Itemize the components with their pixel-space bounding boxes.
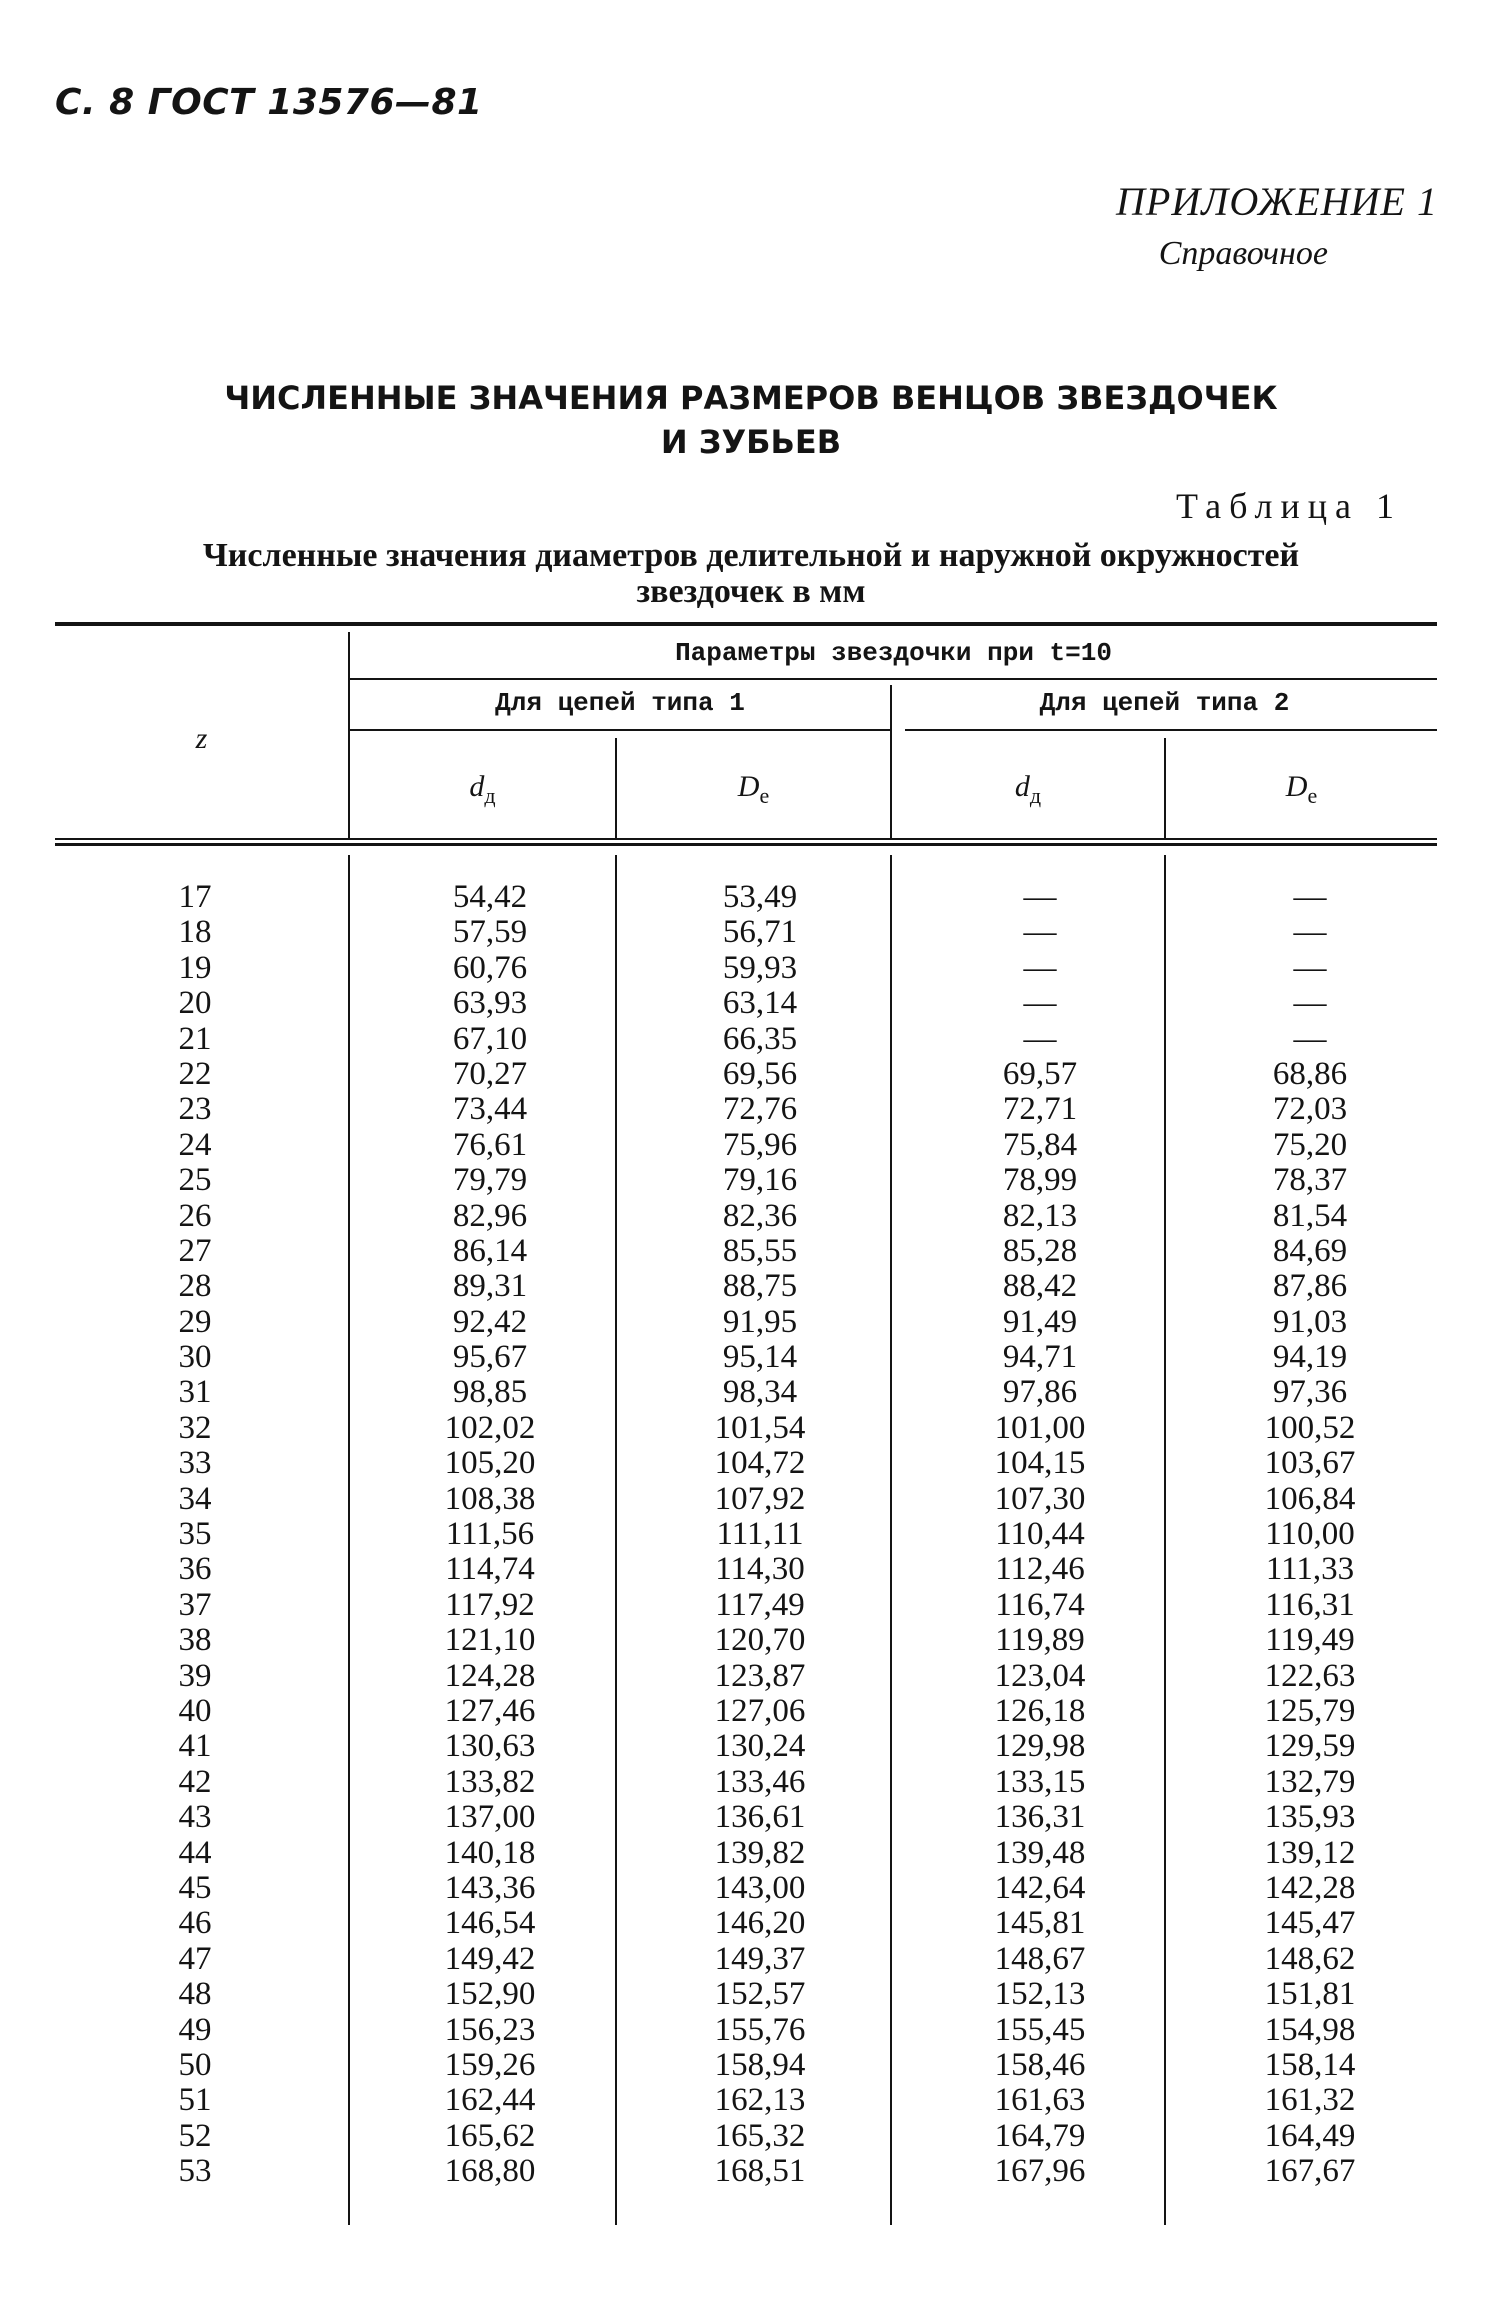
table-cell-type2-d-row-4: — xyxy=(1023,1020,1057,1057)
header-bottom-rule-2 xyxy=(55,843,1437,846)
table-cell-type1-D-row-34: 162,13 xyxy=(714,2082,806,2119)
table-cell-type1-D-row-23: 127,06 xyxy=(714,1692,806,1729)
table-top-rule xyxy=(55,622,1437,626)
table-cell-type2-D-row-5: 68,86 xyxy=(1272,1055,1348,1092)
table-cell-type1-d-row-31: 152,90 xyxy=(444,1976,536,2013)
table-cell-type2-D-row-20: 116,31 xyxy=(1265,1586,1355,1623)
table-cell-type1-D-row-20: 117,49 xyxy=(715,1586,805,1623)
table-cell-type2-D-row-2: — xyxy=(1293,949,1327,986)
table-cell-z-row-18: 35 xyxy=(178,1516,212,1553)
table-cell-type2-d-row-30: 148,67 xyxy=(994,1940,1086,1977)
table-cell-type2-d-row-5: 69,57 xyxy=(1002,1055,1078,1092)
table-cell-type2-d-row-33: 158,46 xyxy=(994,2046,1086,2083)
table-cell-type2-D-row-30: 148,62 xyxy=(1264,1940,1356,1977)
table-cell-type1-D-row-24: 130,24 xyxy=(714,1728,806,1765)
table-cell-z-row-16: 33 xyxy=(178,1445,212,1482)
table-cell-type2-d-row-14: 97,86 xyxy=(1002,1374,1078,1411)
table-cell-type2-D-row-17: 106,84 xyxy=(1264,1480,1356,1517)
table-cell-type1-d-row-3: 63,93 xyxy=(452,985,528,1022)
sym-d: d xyxy=(469,770,485,803)
table-cell-type2-D-row-10: 84,69 xyxy=(1272,1232,1348,1269)
table-cell-z-row-8: 25 xyxy=(178,1162,212,1199)
table-cell-type1-d-row-29: 146,54 xyxy=(444,1905,536,1942)
table-cell-type2-D-row-4: — xyxy=(1293,1020,1327,1057)
table-number: Таблица 1 xyxy=(1176,486,1402,526)
table-caption-line-1: Численные значения диаметров делительной и наружной окружностей xyxy=(202,537,1300,574)
table-cell-type1-d-row-2: 60,76 xyxy=(452,949,528,986)
table-cell-type1-d-row-7: 76,61 xyxy=(452,1126,528,1163)
table-cell-type1-D-row-9: 82,36 xyxy=(722,1197,798,1234)
table-cell-type2-d-row-12: 91,49 xyxy=(1002,1303,1078,1340)
table-cell-type2-d-row-16: 104,15 xyxy=(994,1445,1086,1482)
col-type2-d xyxy=(930,880,1150,2189)
table-cell-type2-D-row-25: 132,79 xyxy=(1264,1763,1356,1800)
table-cell-type2-D-row-8: 78,37 xyxy=(1272,1162,1348,1199)
table-cell-type1-d-row-14: 98,85 xyxy=(452,1374,528,1411)
table-cell-type2-d-row-20: 116,74 xyxy=(995,1586,1085,1623)
sym-D: D xyxy=(1285,770,1308,803)
table-cell-type2-d-row-15: 101,00 xyxy=(994,1409,1086,1446)
table-cell-type2-D-row-36: 167,67 xyxy=(1264,2153,1356,2190)
header-z: z xyxy=(195,722,208,755)
col-type1-d xyxy=(380,880,600,2189)
table-cell-type2-D-row-6: 72,03 xyxy=(1272,1091,1348,1128)
header-bottom-rule-1 xyxy=(55,838,1437,840)
table-cell-z-row-24: 41 xyxy=(178,1728,212,1765)
table-cell-type1-d-row-12: 92,42 xyxy=(452,1303,528,1340)
table-cell-type2-D-row-22: 122,63 xyxy=(1264,1657,1356,1694)
table-cell-type1-D-row-8: 79,16 xyxy=(722,1162,798,1199)
table-cell-type1-d-row-11: 89,31 xyxy=(452,1268,528,1305)
table-cell-type2-d-row-3: — xyxy=(1023,985,1057,1022)
header-t1-D xyxy=(617,770,890,809)
header-type1: Для цепей типа 1 xyxy=(495,688,745,718)
vline-z-body xyxy=(348,855,350,2225)
table-cell-type1-D-row-6: 72,76 xyxy=(722,1091,798,1128)
table-cell-type1-d-row-13: 95,67 xyxy=(452,1339,528,1376)
table-cell-z-row-13: 30 xyxy=(178,1339,212,1376)
table-cell-type2-d-row-29: 145,81 xyxy=(994,1905,1086,1942)
vline-t1-body xyxy=(615,855,617,2225)
table-cell-type2-d-row-10: 85,28 xyxy=(1002,1232,1078,1269)
table-cell-type2-d-row-31: 152,13 xyxy=(994,1976,1086,2013)
table-cell-type1-d-row-16: 105,20 xyxy=(444,1445,536,1482)
table-cell-type2-D-row-7: 75,20 xyxy=(1272,1126,1348,1163)
table-cell-type1-D-row-32: 155,76 xyxy=(714,2011,806,2048)
appendix-title: ПРИЛОЖЕНИЕ 1 xyxy=(1116,179,1438,224)
table-cell-type2-D-row-31: 151,81 xyxy=(1264,1976,1356,2013)
table-cell-type2-d-row-34: 161,63 xyxy=(994,2082,1086,2119)
table-cell-type2-D-row-3: — xyxy=(1293,985,1327,1022)
sym-D: D xyxy=(737,770,760,803)
table-cell-type2-D-row-24: 129,59 xyxy=(1264,1728,1356,1765)
table-cell-z-row-3: 20 xyxy=(178,985,212,1022)
table-cell-type1-d-row-18: 111,56 xyxy=(445,1516,535,1553)
main-title xyxy=(0,376,1502,464)
table-cell-type1-D-row-29: 146,20 xyxy=(714,1905,806,1942)
table-cell-z-row-31: 48 xyxy=(178,1976,212,2013)
table-cell-type1-D-row-12: 91,95 xyxy=(722,1303,798,1340)
col-type2-D xyxy=(1200,880,1420,2189)
header-rule-type2 xyxy=(905,729,1437,731)
table-cell-type1-d-row-27: 140,18 xyxy=(444,1834,536,1871)
table-caption-line-2: звездочек в мм xyxy=(636,573,866,610)
table-cell-z-row-32: 49 xyxy=(178,2011,212,2048)
table-cell-z-row-17: 34 xyxy=(178,1480,212,1517)
table-cell-z-row-30: 47 xyxy=(178,1940,212,1977)
table-cell-z-row-23: 40 xyxy=(178,1692,212,1729)
table-cell-type1-d-row-33: 159,26 xyxy=(444,2046,536,2083)
table-cell-type1-d-row-34: 162,44 xyxy=(444,2082,536,2119)
table-cell-type1-d-row-8: 79,79 xyxy=(452,1162,528,1199)
sym-d-sub: д xyxy=(1029,783,1042,808)
table-cell-type1-d-row-19: 114,74 xyxy=(445,1551,535,1588)
table-cell-type1-d-row-22: 124,28 xyxy=(444,1657,536,1694)
table-cell-z-row-19: 36 xyxy=(178,1551,212,1588)
header-t1-d xyxy=(350,770,615,809)
col-z xyxy=(120,880,270,2189)
table-cell-type2-d-row-26: 136,31 xyxy=(994,1799,1086,1836)
table-cell-z-row-36: 53 xyxy=(178,2153,212,2190)
table-cell-type2-D-row-12: 91,03 xyxy=(1272,1303,1348,1340)
table-cell-type1-d-row-9: 82,96 xyxy=(452,1197,528,1234)
table-cell-type1-D-row-0: 53,49 xyxy=(722,879,798,915)
table-cell-type1-D-row-28: 143,00 xyxy=(714,1869,806,1906)
table-cell-type1-D-row-7: 75,96 xyxy=(722,1126,798,1163)
table-cell-type2-D-row-27: 139,12 xyxy=(1264,1834,1356,1871)
sym-d: d xyxy=(1014,770,1030,803)
appendix-subtitle: Справочное xyxy=(1158,235,1328,272)
table-cell-type2-D-row-29: 145,47 xyxy=(1264,1905,1356,1942)
table-cell-type1-d-row-1: 57,59 xyxy=(452,914,528,951)
table-cell-type1-D-row-25: 133,46 xyxy=(714,1763,806,1800)
table-cell-type2-d-row-13: 94,71 xyxy=(1002,1339,1078,1376)
table-cell-type1-D-row-15: 101,54 xyxy=(714,1409,806,1446)
table-cell-type1-d-row-28: 143,36 xyxy=(444,1869,536,1906)
table-cell-z-row-11: 28 xyxy=(178,1268,212,1305)
table-cell-type1-d-row-30: 149,42 xyxy=(444,1940,536,1977)
sym-d-sub: д xyxy=(484,783,496,808)
header-rule-type1 xyxy=(350,729,890,731)
table-cell-z-row-29: 46 xyxy=(178,1905,212,1942)
main-title-line-1: ЧИСЛЕННЫЕ ЗНАЧЕНИЯ РАЗМЕРОВ ВЕНЦОВ ЗВЕЗДОЧЕК xyxy=(224,379,1278,417)
table-cell-type1-d-row-36: 168,80 xyxy=(444,2153,536,2190)
table-cell-type2-D-row-33: 158,14 xyxy=(1264,2046,1356,2083)
table-cell-type1-D-row-13: 95,14 xyxy=(722,1339,798,1376)
table-cell-type1-D-row-27: 139,82 xyxy=(714,1834,806,1871)
table-cell-type1-D-row-11: 88,75 xyxy=(722,1268,798,1305)
table-cell-type2-d-row-21: 119,89 xyxy=(995,1622,1085,1659)
table-cell-type2-d-row-23: 126,18 xyxy=(994,1692,1086,1729)
table-cell-type2-d-row-1: — xyxy=(1023,914,1057,951)
table-cell-z-row-7: 24 xyxy=(178,1126,212,1163)
table-cell-type1-d-row-32: 156,23 xyxy=(444,2011,536,2048)
table-cell-z-row-6: 23 xyxy=(178,1091,212,1128)
header-param: Параметры звездочки при t=10 xyxy=(675,638,1112,668)
table-caption xyxy=(0,538,1502,610)
table-cell-z-row-2: 19 xyxy=(178,949,212,986)
table-cell-z-row-20: 37 xyxy=(178,1586,212,1623)
table-cell-type1-D-row-35: 165,32 xyxy=(714,2117,806,2154)
table-cell-type2-D-row-18: 110,00 xyxy=(1265,1516,1355,1553)
table-cell-type2-D-row-19: 111,33 xyxy=(1265,1551,1355,1588)
table-cell-type1-D-row-4: 66,35 xyxy=(722,1020,798,1057)
table-cell-type2-D-row-1: — xyxy=(1293,914,1327,951)
table-cell-z-row-4: 21 xyxy=(178,1020,212,1057)
table-cell-z-row-34: 51 xyxy=(178,2082,212,2119)
table-cell-type1-d-row-35: 165,62 xyxy=(444,2117,536,2154)
table-cell-type2-d-row-24: 129,98 xyxy=(994,1728,1086,1765)
header-t2-D xyxy=(1166,770,1437,809)
table-cell-type1-d-row-24: 130,63 xyxy=(444,1728,536,1765)
table-cell-type1-d-row-17: 108,38 xyxy=(444,1480,536,1517)
table-cell-type2-d-row-6: 72,71 xyxy=(1002,1091,1078,1128)
table-cell-type2-D-row-23: 125,79 xyxy=(1264,1692,1356,1729)
table-cell-type2-D-row-14: 97,36 xyxy=(1272,1374,1348,1411)
table-cell-type1-D-row-1: 56,71 xyxy=(722,914,798,951)
table-cell-type2-d-row-22: 123,04 xyxy=(994,1657,1086,1694)
table-cell-type2-D-row-21: 119,49 xyxy=(1265,1622,1355,1659)
table-cell-type1-d-row-23: 127,46 xyxy=(444,1692,536,1729)
table-cell-type1-d-row-4: 67,10 xyxy=(452,1020,528,1057)
table-cell-type2-D-row-0: — xyxy=(1293,879,1327,915)
table-cell-type1-D-row-19: 114,30 xyxy=(715,1551,805,1588)
table-cell-z-row-27: 44 xyxy=(178,1834,212,1871)
table-cell-type2-d-row-32: 155,45 xyxy=(994,2011,1086,2048)
table-cell-z-row-21: 38 xyxy=(178,1622,212,1659)
table-cell-z-row-35: 52 xyxy=(178,2117,212,2154)
table-cell-type2-d-row-8: 78,99 xyxy=(1002,1162,1078,1199)
header-type2: Для цепей типа 2 xyxy=(1039,688,1290,718)
table-cell-z-row-33: 50 xyxy=(178,2046,212,2083)
sym-D-sub: e xyxy=(759,783,770,808)
table-cell-type1-D-row-36: 168,51 xyxy=(714,2153,806,2190)
table-cell-type2-D-row-34: 161,32 xyxy=(1264,2082,1356,2119)
table-cell-type2-d-row-11: 88,42 xyxy=(1002,1268,1078,1305)
table-cell-type2-D-row-11: 87,86 xyxy=(1272,1268,1348,1305)
table-cell-type2-D-row-9: 81,54 xyxy=(1272,1197,1348,1234)
table-cell-type2-d-row-28: 142,64 xyxy=(994,1869,1086,1906)
table-cell-type1-D-row-16: 104,72 xyxy=(714,1445,806,1482)
table-cell-type2-D-row-28: 142,28 xyxy=(1264,1869,1356,1906)
appendix-label xyxy=(1116,178,1438,273)
table-cell-type1-D-row-5: 69,56 xyxy=(722,1055,798,1092)
table-cell-type2-D-row-32: 154,98 xyxy=(1264,2011,1356,2048)
table-cell-z-row-0: 17 xyxy=(178,879,212,915)
table-cell-type1-D-row-33: 158,94 xyxy=(714,2046,806,2083)
table-cell-type1-D-row-22: 123,87 xyxy=(714,1657,806,1694)
table-cell-type1-D-row-14: 98,34 xyxy=(722,1374,798,1411)
table-cell-z-row-14: 31 xyxy=(178,1374,212,1411)
table-cell-type2-D-row-16: 103,67 xyxy=(1264,1445,1356,1482)
table-cell-type1-D-row-2: 59,93 xyxy=(722,949,798,986)
table-cell-type2-D-row-35: 164,49 xyxy=(1264,2117,1356,2154)
table-cell-type1-D-row-18: 111,11 xyxy=(716,1516,804,1553)
table-cell-type1-d-row-20: 117,92 xyxy=(445,1586,535,1623)
table-cell-type1-d-row-0: 54,42 xyxy=(452,879,528,915)
header-t2-d xyxy=(892,770,1164,809)
table-cell-type2-d-row-9: 82,13 xyxy=(1002,1197,1078,1234)
vline-t2-body xyxy=(1164,855,1166,2225)
table-cell-type1-d-row-15: 102,02 xyxy=(444,1409,536,1446)
table-cell-type2-d-row-18: 110,44 xyxy=(995,1516,1085,1553)
table-cell-type2-D-row-13: 94,19 xyxy=(1272,1339,1348,1376)
table-cell-type1-D-row-26: 136,61 xyxy=(714,1799,806,1836)
table-cell-type2-d-row-7: 75,84 xyxy=(1002,1126,1078,1163)
table-cell-type2-d-row-2: — xyxy=(1023,949,1057,986)
page-header: С. 8 ГОСТ 13576—81 xyxy=(55,82,483,123)
table-cell-z-row-12: 29 xyxy=(178,1303,212,1340)
table-cell-type2-D-row-15: 100,52 xyxy=(1264,1409,1356,1446)
table-cell-type2-d-row-0: — xyxy=(1023,879,1057,915)
table-cell-type1-D-row-31: 152,57 xyxy=(714,1976,806,2013)
table-cell-z-row-26: 43 xyxy=(178,1799,212,1836)
header-rule-param xyxy=(350,678,1437,680)
table-cell-type2-D-row-26: 135,93 xyxy=(1264,1799,1356,1836)
table-cell-z-row-1: 18 xyxy=(178,914,212,951)
table-cell-type1-D-row-30: 149,37 xyxy=(714,1940,806,1977)
table-cell-z-row-22: 39 xyxy=(178,1657,212,1694)
table-cell-z-row-28: 45 xyxy=(178,1869,212,1906)
table-cell-z-row-15: 32 xyxy=(178,1409,212,1446)
table-cell-type1-D-row-17: 107,92 xyxy=(714,1480,806,1517)
col-type1-D xyxy=(650,880,870,2189)
table-cell-type1-D-row-3: 63,14 xyxy=(722,985,798,1022)
table-cell-type1-d-row-5: 70,27 xyxy=(452,1055,528,1092)
table-cell-type1-D-row-10: 85,55 xyxy=(722,1232,798,1269)
table-cell-type2-d-row-25: 133,15 xyxy=(994,1763,1086,1800)
sym-D-sub: e xyxy=(1307,783,1318,808)
table-cell-type1-d-row-25: 133,82 xyxy=(444,1763,536,1800)
table-cell-type2-d-row-17: 107,30 xyxy=(994,1480,1086,1517)
table-cell-type2-d-row-35: 164,79 xyxy=(994,2117,1086,2154)
table-cell-type1-d-row-10: 86,14 xyxy=(452,1232,528,1269)
table-cell-z-row-9: 26 xyxy=(178,1197,212,1234)
table-cell-type2-d-row-27: 139,48 xyxy=(994,1834,1086,1871)
main-title-line-2: И ЗУБЬЕВ xyxy=(660,423,842,461)
table-cell-type1-d-row-21: 121,10 xyxy=(444,1622,536,1659)
table-cell-type1-D-row-21: 120,70 xyxy=(714,1622,806,1659)
vline-mid-body xyxy=(890,855,892,2225)
table-cell-z-row-5: 22 xyxy=(178,1055,212,1092)
table-cell-z-row-10: 27 xyxy=(178,1232,212,1269)
table-cell-z-row-25: 42 xyxy=(178,1763,212,1800)
table-cell-type2-d-row-19: 112,46 xyxy=(995,1551,1085,1588)
table-cell-type1-d-row-6: 73,44 xyxy=(452,1091,528,1128)
table-cell-type1-d-row-26: 137,00 xyxy=(444,1799,536,1836)
table-cell-type2-d-row-36: 167,96 xyxy=(994,2153,1086,2190)
